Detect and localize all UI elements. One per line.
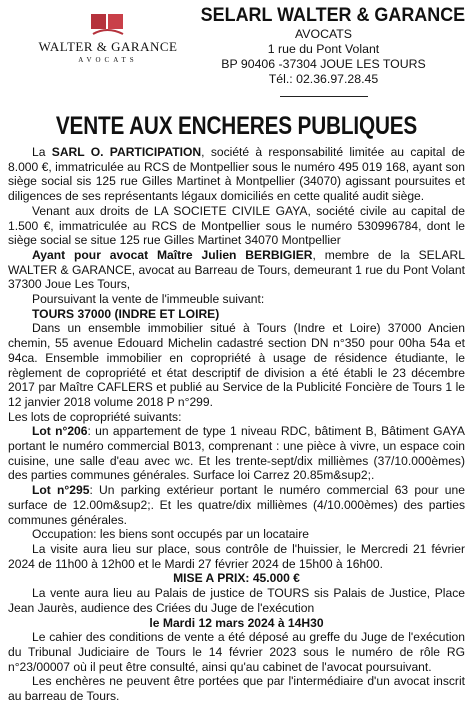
occupation-paragraph: Occupation: les biens sont occupés par un locataire [32, 527, 309, 542]
logo-name: WALTER & GARANCE [38, 39, 178, 54]
lawyer-paragraph [8, 248, 465, 292]
sale-location-paragraph: La vente aura lieu au Palais de justice de TOURS sis Palais de Justice, Place Jean Jaurès, audience des Criées du Juge de l'exécution [8, 586, 465, 615]
bidding-paragraph: Les enchères ne peuvent être portées que par l'intermédiaire d'un avocat inscrit au barreau de Tours. [8, 674, 465, 704]
conditions-paragraph: Le cahier des conditions de vente a été déposé au greffe du Juge de l'exécution du Tribunal Judiciaire de Tours le 14 février 2023 sous le numéro de rôle RG n°23/00007 où il peut être consulté, ainsi qu'au cabinet de l'avocat poursuivant. [8, 630, 465, 674]
text-fragment: , société à responsabilité limitée au capital de 8.000 €, immatriculée au RCS de Montpellier sous le numéro 495 019 168, ayant son siège social sis 125 rue Gilles Martinet à Montpellier (34070) agissant poursuites et diligences de ses représentants légaux domiciliés en cette qualité audit siège. [8, 145, 466, 204]
property-description: Dans un ensemble immobilier situé à Tours (Indre et Loire) 37000 Ancien chemin, 55 avenue Edouard Michelin cadastré section DN n°350 pour 00ha 54a et 94ca. Ensemble immobilier en copropriété à usage de résidence étudiante, le règlement de copropriété et état descriptif de division a été établi le 23 décembre 2017 par Maître CAFLERS et publié au Service de la Publicité Foncière de Tours 1 le 12 janvier 2018 volume 2018 P n°299. [8, 321, 465, 409]
header [8, 0, 465, 108]
firm-name: SELARL WALTER & GARANCE [200, 4, 466, 26]
divider [280, 96, 368, 97]
text-fragment: Venant aux droits de [32, 203, 154, 218]
lot-206-label: Lot n°206 [32, 424, 88, 439]
firm-line-1: AVOCATS [295, 27, 352, 41]
page-title: VENTE AUX ENCHERES PUBLIQUES [55, 112, 418, 140]
lot-295-paragraph [8, 483, 465, 527]
predecessor-paragraph [8, 204, 465, 248]
firm-address: 1 rue du Pont Volant [267, 42, 380, 56]
text-fragment: , société civile au capital de 1.500 €, immatriculée au RCS de Montpellier sous le numéro 530996784, dont le siège social se situe 125 rue Gilles Martinet 34070 Montpellier [8, 203, 465, 248]
lot-206-paragraph [8, 424, 465, 483]
text-fragment: : Un parking extérieur portant le numéro commercial 63 pour une surface de 12.00m&sup2;. Et les quatre/dix millièmes (4/10.000èmes) des parties communes générales. [8, 483, 465, 527]
reserve-price: MISE A PRIX: 45.000 € [173, 571, 300, 586]
firm-block [190, 4, 466, 97]
predecessor-name: LA SOCIETE CIVILE GAYA [153, 203, 308, 218]
firm-phone: Tél.: 02.36.97.28.45 [268, 72, 379, 86]
notice-body [8, 145, 465, 704]
location-heading: TOURS 37000 (INDRE ET LOIRE) [32, 306, 220, 321]
text-fragment: La [32, 145, 52, 159]
logo-subtitle: AVOCATS [78, 56, 138, 64]
sale-date: le Mardi 12 mars 2024 à 14H30 [149, 615, 324, 630]
lawyer-name: Ayant pour avocat Maître Julien BERBIGIER [32, 247, 313, 262]
text-fragment: : un appartement de type 1 niveau RDC, bâtiment B, Bâtiment GAYA portant le numéro commercial B013, comprenant : une pièce à vivre, un espace coin cuisine, une salle d'eau avec wc. Et les trente-sept/dix millièmes (37/10.000èmes) des parties communes générales. Surface loi Carrez 20.85m&sup2;. [8, 424, 465, 483]
creditor-name: SARL O. PARTICIPATION [51, 145, 202, 159]
creditor-paragraph [8, 145, 465, 204]
pursuit-paragraph: Poursuivant la vente de l'immeuble suivant: [32, 292, 265, 307]
lots-heading: Les lots de copropriété suivants: [8, 409, 182, 424]
lot-295-label: Lot n°295 [32, 483, 90, 498]
firm-postal: BP 90406 -37304 JOUE LES TOURS [221, 57, 426, 71]
text-fragment: , membre de la SELARL WALTER & GARANCE, avocat au Barreau de Tours, demeurant 1 rue du Pont Volant 37300 Joue Les Tours, [8, 247, 466, 292]
logo-mark-icon [91, 14, 125, 36]
firm-logo [38, 14, 178, 64]
visit-paragraph: La visite aura lieu sur place, sous contrôle de l'huissier, le Mercredi 21 février 2024 de 11h00 à 12h00 et le Mardi 27 février 2024 de 15h00 à 16h00. [8, 541, 465, 571]
